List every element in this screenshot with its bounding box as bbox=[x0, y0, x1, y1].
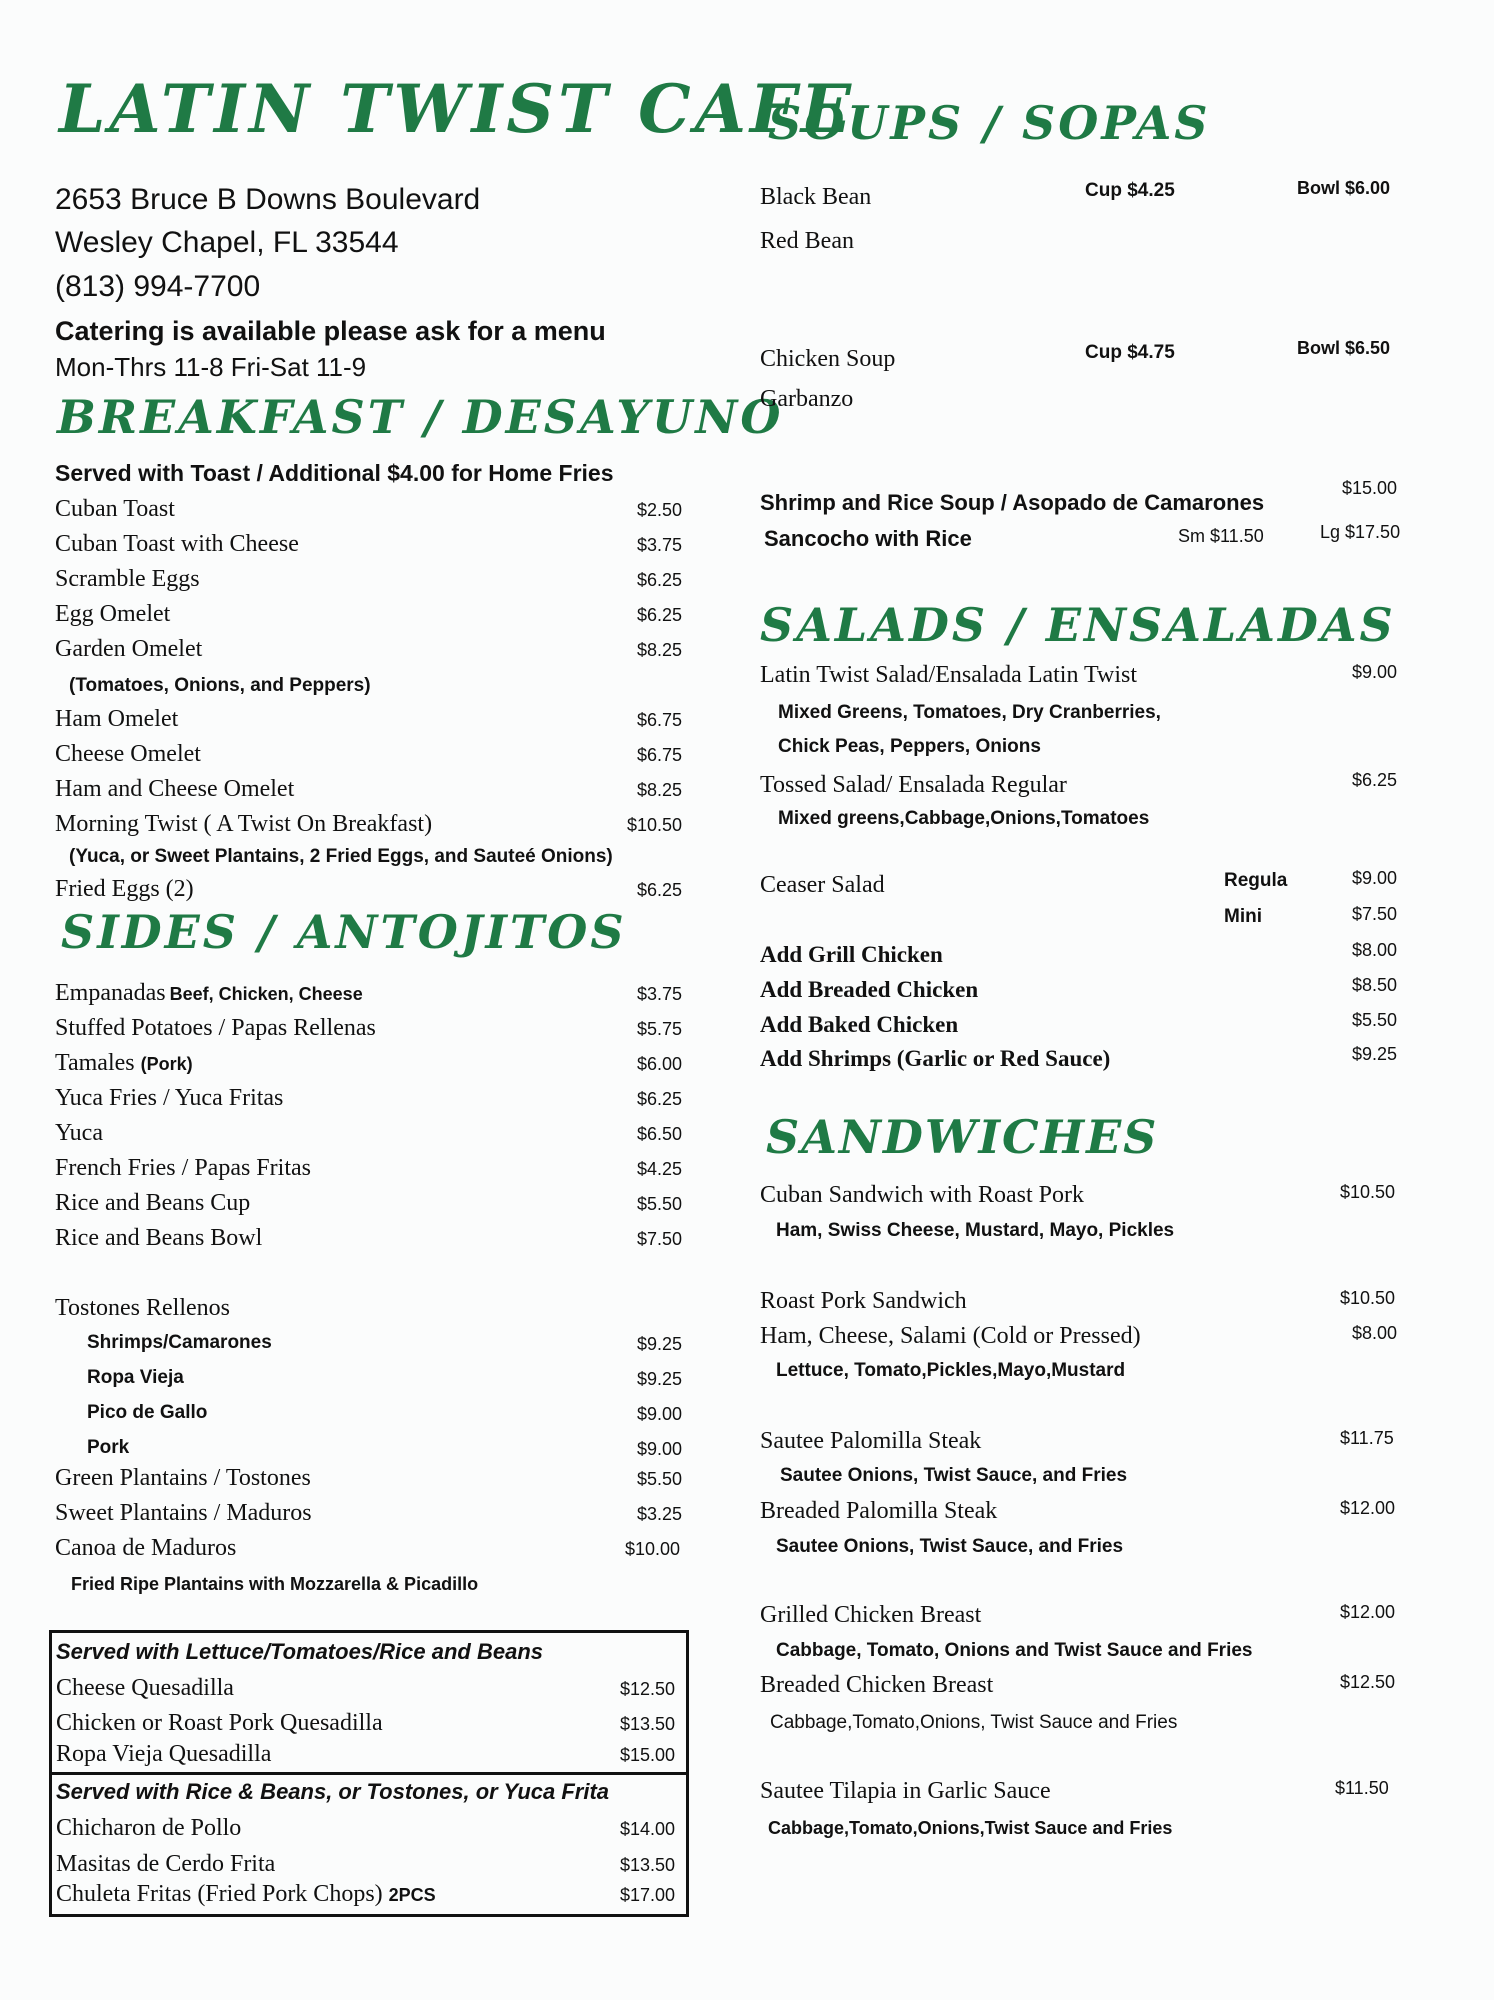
menu-item: Ham, Cheese, Salami (Cold or Pressed) $8.00 bbox=[760, 1323, 1398, 1349]
menu-item: Green Plantains / Tostones $5.50 bbox=[55, 1465, 683, 1491]
menu-item: Ham and Cheese Omelet $8.25 bbox=[55, 776, 683, 802]
item-desc: Cabbage,Tomato,Onions,Twist Sauce and Fries bbox=[768, 1818, 1173, 1838]
sides-title: SIDES / ANTOJITOS bbox=[61, 905, 627, 959]
menu-item: Pico de Gallo $9.00 bbox=[87, 1402, 683, 1424]
menu-item: Roast Pork Sandwich $10.50 bbox=[760, 1288, 1396, 1314]
box-header: Served with Rice & Beans, or Tostones, or Yuca Frita bbox=[56, 1779, 610, 1804]
catering-note: Catering is available please ask for a menu bbox=[55, 316, 606, 346]
item-desc: Sautee Onions, Twist Sauce, and Fries bbox=[780, 1465, 1128, 1486]
menu-item: Tamales (Pork) $6.00 bbox=[55, 1050, 683, 1076]
menu-item: Latin Twist Salad/Ensalada Latin Twist $9.00 bbox=[760, 662, 1398, 688]
item-desc: Sautee Onions, Twist Sauce, and Fries bbox=[776, 1536, 1124, 1557]
menu-item: Sautee Palomilla Steak $11.75 bbox=[760, 1428, 1394, 1454]
menu-item: Garbanzo bbox=[760, 386, 854, 412]
phone-number: (813) 994-7700 bbox=[55, 270, 261, 303]
salads-title: SALADS / ENSALADAS bbox=[760, 598, 1396, 652]
latin-salad-desc-2: Chick Peas, Peppers, Onions bbox=[778, 736, 1041, 757]
tossed-salad-desc: Mixed greens,Cabbage,Onions,Tomatoes bbox=[778, 808, 1150, 829]
menu-item: Breaded Chicken Breast $12.50 bbox=[760, 1672, 1396, 1698]
quesadilla-box bbox=[49, 1630, 689, 1775]
menu-item: Sancocho with Rice Sm $11.50 Lg $17.50 bbox=[764, 522, 1401, 551]
canoa-desc: Fried Ripe Plantains with Mozzarella & Picadillo bbox=[71, 1574, 479, 1594]
menu-item: Chicken or Roast Pork Quesadilla $13.50 bbox=[56, 1710, 676, 1736]
morning-twist-desc: (Yuca, or Sweet Plantains, 2 Fried Eggs, and Sauteé Onions) bbox=[69, 846, 613, 867]
addon-item: Add Grill Chicken $8.00 bbox=[760, 940, 1398, 967]
address-line-1: 2653 Bruce B Downs Boulevard bbox=[55, 183, 481, 216]
menu-item: Ropa Vieja $9.25 bbox=[87, 1367, 683, 1389]
menu-item: Black Bean Cup $4.25 Bowl $6.00 bbox=[760, 178, 1391, 210]
soups-title: SOUPS / SOPAS bbox=[768, 96, 1211, 150]
menu-item: Garden Omelet $8.25 bbox=[55, 636, 683, 662]
menu-item: Rice and Beans Bowl $7.50 bbox=[55, 1225, 683, 1251]
menu-item: Cheese Omelet $6.75 bbox=[55, 741, 683, 767]
sandwiches-title: SANDWICHES bbox=[766, 1110, 1159, 1164]
menu-item: Morning Twist ( A Twist On Breakfast) $10.50 bbox=[55, 811, 683, 837]
menu-item: Egg Omelet $6.25 bbox=[55, 601, 683, 627]
menu-item: Chicharon de Pollo $14.00 bbox=[56, 1815, 676, 1841]
item-desc: Cabbage, Tomato, Onions and Twist Sauce and Fries bbox=[776, 1640, 1253, 1661]
menu-item: Red Bean bbox=[760, 228, 854, 254]
item-desc: Ham, Swiss Cheese, Mustard, Mayo, Pickles bbox=[776, 1220, 1175, 1241]
menu-item: Cuban Toast $2.50 bbox=[55, 496, 683, 522]
menu-item: Cheese Quesadilla $12.50 bbox=[56, 1675, 676, 1701]
item-desc: Lettuce, Tomato,Pickles,Mayo,Mustard bbox=[776, 1360, 1126, 1381]
menu-item: Rice and Beans Cup $5.50 bbox=[55, 1190, 683, 1216]
menu-item: Canoa de Maduros $10.00 bbox=[55, 1535, 681, 1561]
menu-item: Yuca $6.50 bbox=[55, 1120, 683, 1146]
cafe-title: LATIN TWIST CAFE bbox=[59, 70, 856, 148]
menu-item: Yuca Fries / Yuca Fritas $6.25 bbox=[55, 1085, 683, 1111]
menu-item: Grilled Chicken Breast $12.00 bbox=[760, 1602, 1396, 1628]
menu-item: Mini $7.50 bbox=[1224, 904, 1398, 927]
menu-item: Chuleta Fritas (Fried Pork Chops) 2PCS $17.00 bbox=[56, 1881, 676, 1907]
menu-item: Sautee Tilapia in Garlic Sauce $11.50 bbox=[760, 1778, 1389, 1804]
menu-item: Shrimps/Camarones $9.25 bbox=[87, 1332, 683, 1354]
menu-item: Tossed Salad/ Ensalada Regular $6.25 bbox=[760, 770, 1398, 798]
menu-item: Scramble Eggs $6.25 bbox=[55, 566, 683, 592]
menu-item: Masitas de Cerdo Frita $13.50 bbox=[56, 1851, 676, 1877]
menu-item: Stuffed Potatoes / Papas Rellenas $5.75 bbox=[55, 1015, 683, 1041]
menu-item: Ceaser Salad Regula $9.00 bbox=[760, 868, 1398, 898]
breakfast-note: Served with Toast / Additional $4.00 for Home Fries bbox=[55, 460, 614, 486]
menu-item: Cuban Toast with Cheese $3.75 bbox=[55, 531, 683, 557]
menu-item: Fried Eggs (2) $6.25 bbox=[55, 876, 683, 902]
menu-item: Pork $9.00 bbox=[87, 1437, 683, 1459]
menu-item: Chicken Soup Cup $4.75 Bowl $6.50 bbox=[760, 338, 1391, 372]
addon-item: Add Breaded Chicken $8.50 bbox=[760, 975, 1398, 1002]
address-line-2: Wesley Chapel, FL 33544 bbox=[55, 226, 399, 259]
latin-salad-desc-1: Mixed Greens, Tomatoes, Dry Cranberries, bbox=[778, 702, 1161, 723]
tostones-rellenos-heading: Tostones Rellenos bbox=[55, 1295, 230, 1321]
menu-item: Breaded Palomilla Steak $12.00 bbox=[760, 1498, 1396, 1524]
menu-item: Ham Omelet $6.75 bbox=[55, 706, 683, 732]
box-header: Served with Lettuce/Tomatoes/Rice and Beans bbox=[56, 1639, 543, 1664]
breakfast-title: BREAKFAST / DESAYUNO bbox=[57, 390, 784, 444]
menu-item: French Fries / Papas Fritas $4.25 bbox=[55, 1155, 683, 1181]
addon-item: Add Baked Chicken $5.50 bbox=[760, 1010, 1398, 1037]
hours: Mon-Thrs 11-8 Fri-Sat 11-9 bbox=[55, 352, 367, 382]
garden-omelet-desc: (Tomatoes, Onions, and Peppers) bbox=[69, 675, 371, 696]
item-desc: Cabbage,Tomato,Onions, Twist Sauce and Fries bbox=[770, 1712, 1178, 1733]
menu-item: Sweet Plantains / Maduros $3.25 bbox=[55, 1500, 683, 1526]
addon-item: Add Shrimps (Garlic or Red Sauce) $9.25 bbox=[760, 1044, 1398, 1071]
platters-box bbox=[49, 1772, 689, 1917]
menu-item: Empanadas Beef, Chicken, Cheese $3.75 bbox=[55, 980, 683, 1006]
menu-item: Ropa Vieja Quesadilla $15.00 bbox=[56, 1741, 676, 1767]
menu-item: Shrimp and Rice Soup / Asopado de Camarones $15.00 bbox=[760, 478, 1398, 515]
menu-item: Cuban Sandwich with Roast Pork $10.50 bbox=[760, 1182, 1396, 1208]
